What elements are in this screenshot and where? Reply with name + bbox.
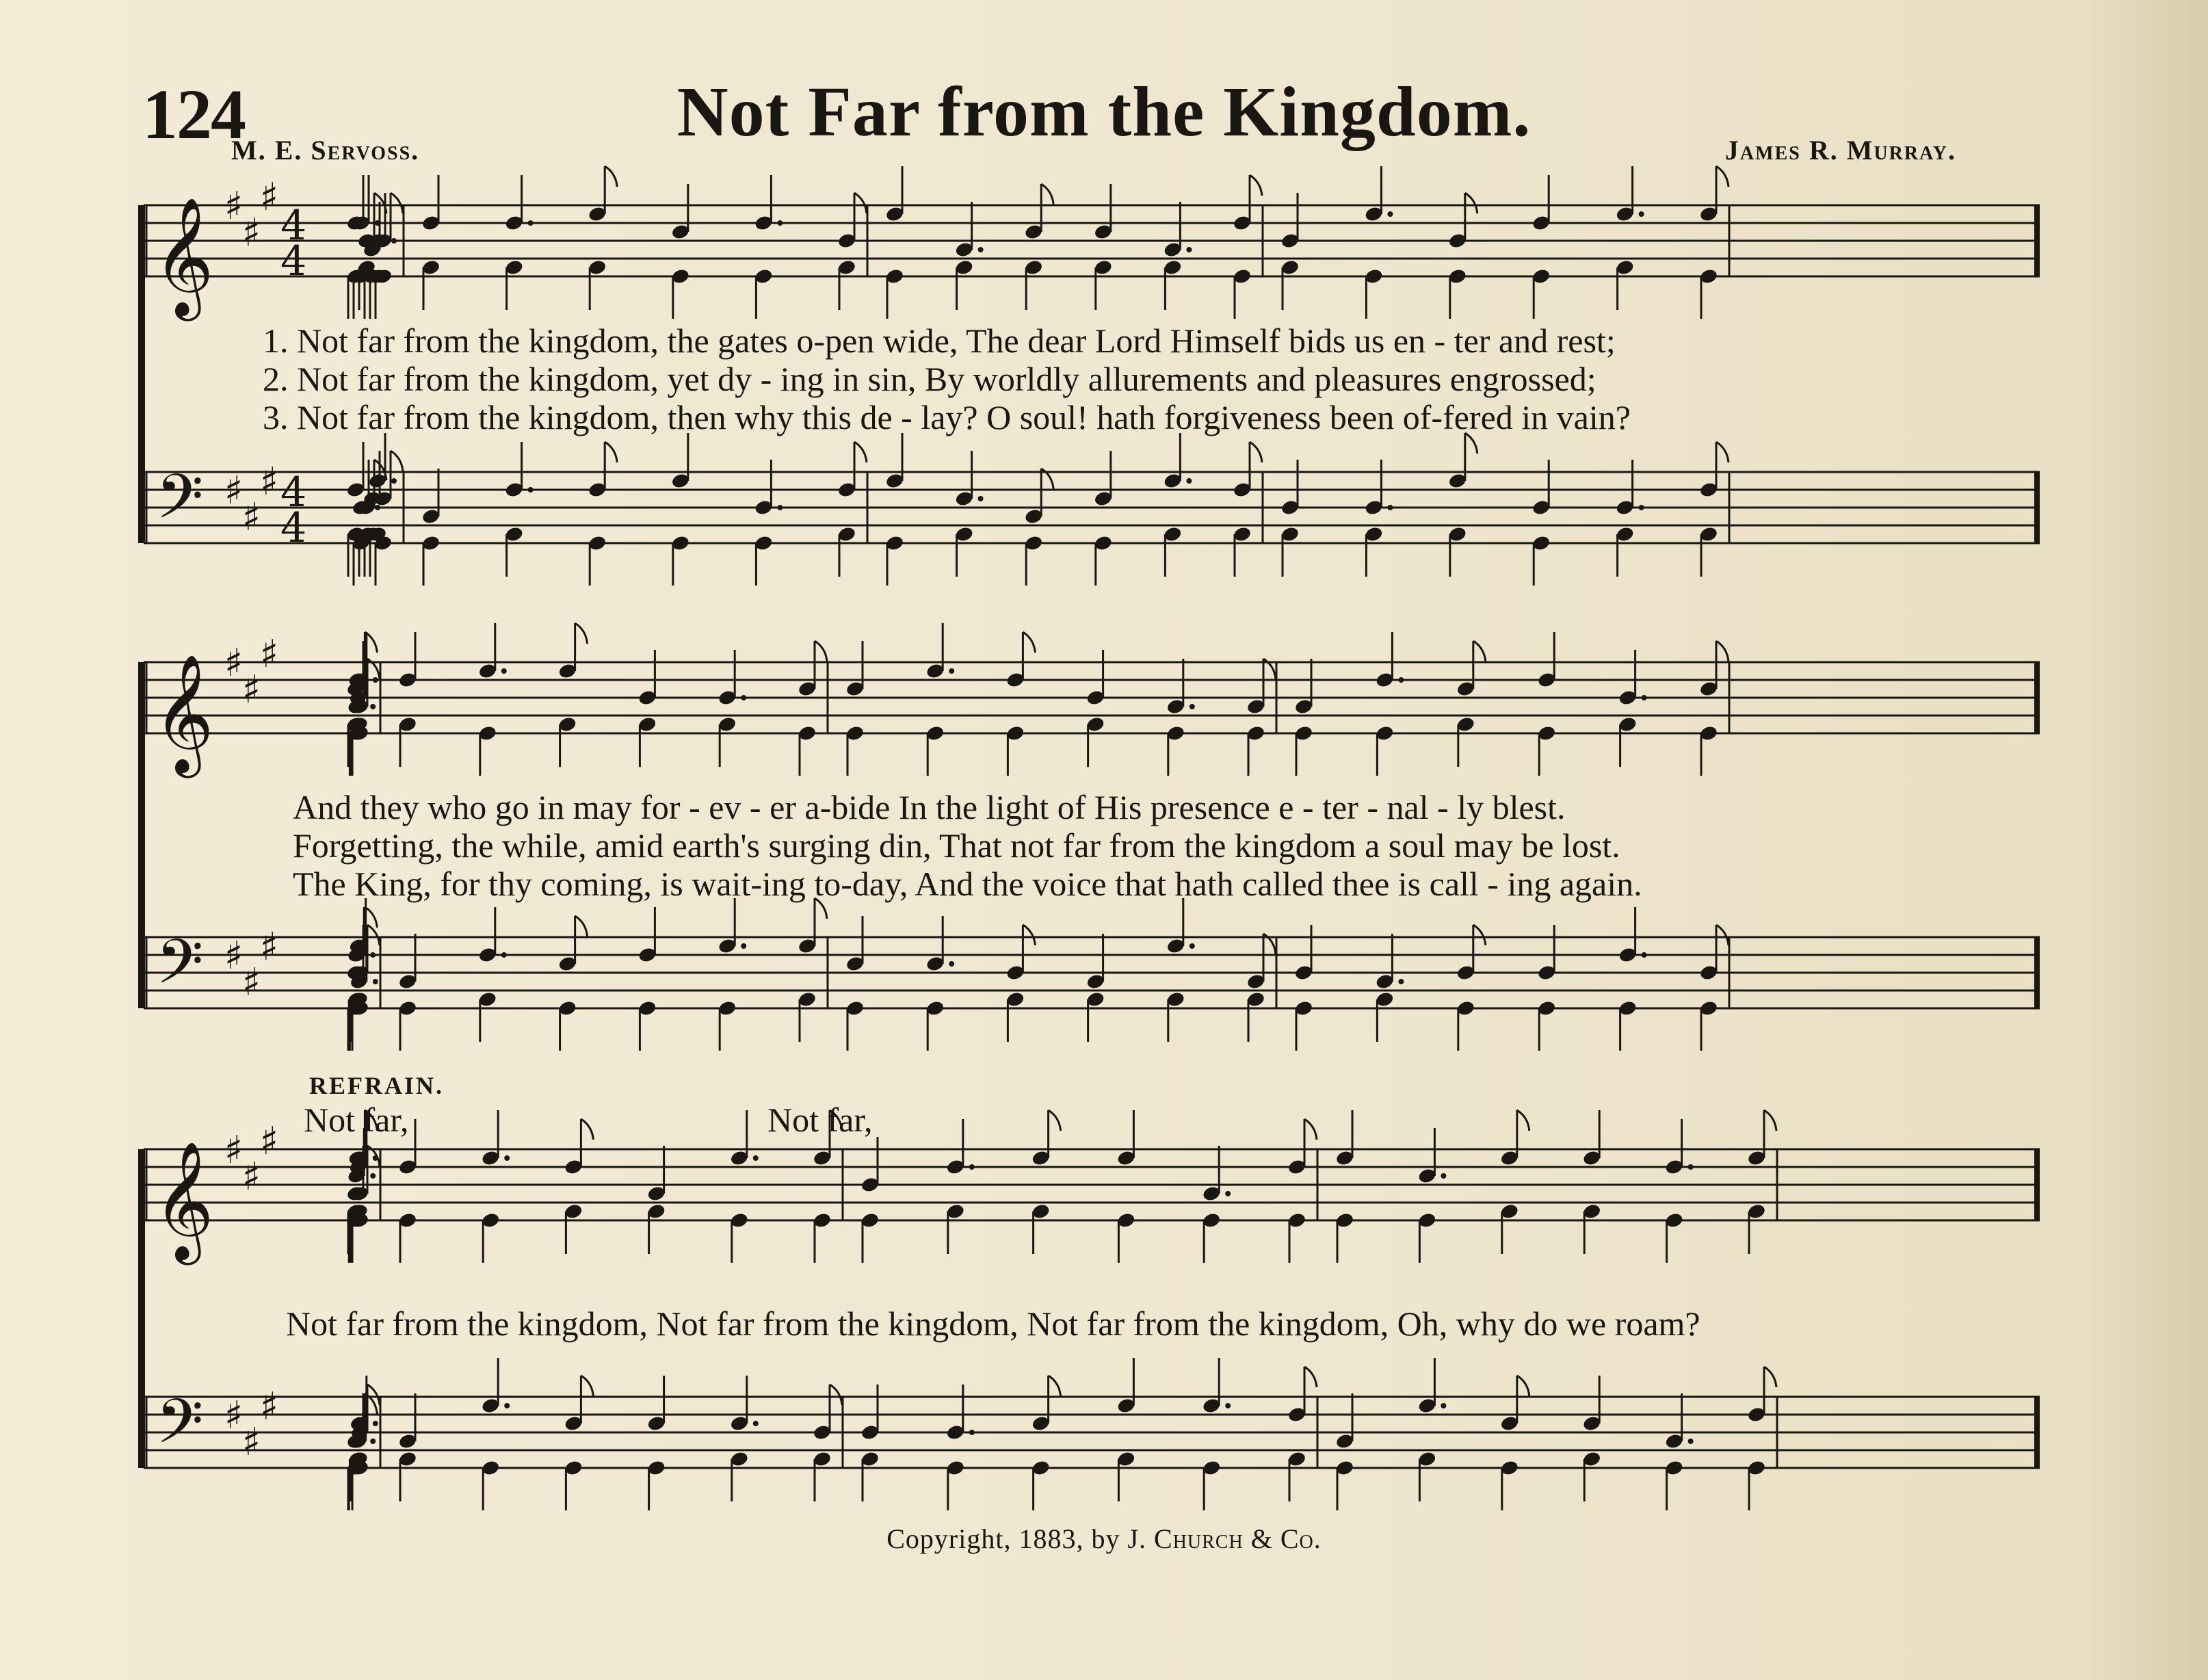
note-flag [391, 193, 403, 213]
dot [1225, 1191, 1231, 1196]
note-flag [1465, 193, 1477, 213]
dot [1225, 1403, 1231, 1408]
dot [1387, 505, 1393, 510]
end-barline [2034, 205, 2040, 276]
note-flag [605, 166, 617, 187]
sharp-icon: ♯ [260, 175, 279, 220]
system-brace [138, 205, 145, 543]
dot [1642, 695, 1647, 700]
copyright-notice [0, 1523, 2208, 1555]
time-signature: 4 [280, 202, 307, 250]
dot [504, 1403, 510, 1408]
sharp-icon: ♯ [242, 211, 261, 255]
dot [1186, 247, 1192, 252]
note-flag [1473, 641, 1486, 661]
dot [375, 505, 380, 510]
treble-clef: 𝄞 [153, 654, 214, 773]
note-flag [1716, 442, 1729, 462]
dot [969, 1164, 975, 1170]
lyric-line: The King, for thy coming, is wait-ing to-day, And the voice that hath called thee is call - ing again. [293, 865, 1642, 903]
end-barline [2034, 937, 2040, 1008]
sharp-icon: ♯ [242, 960, 261, 1005]
dot [777, 505, 783, 510]
sharp-icon: ♯ [260, 632, 279, 677]
treble-clef: 𝄞 [153, 197, 214, 316]
sharp-icon: ♯ [260, 1119, 279, 1164]
note-flag [854, 442, 867, 462]
note-flag [575, 916, 588, 936]
dot [373, 979, 378, 984]
note-flag [1023, 632, 1035, 653]
lyric-line: And they who go in may for - ev - er a-bide In the light of His presence e - ter - nal - ly blest. [293, 788, 1566, 826]
note-flag [1716, 641, 1729, 661]
note-flag [367, 925, 380, 945]
note-flag [1250, 175, 1262, 196]
sharp-icon: ♯ [224, 934, 244, 978]
treble-clef: 𝄞 [153, 1141, 214, 1260]
dot [949, 961, 954, 967]
dot [1387, 211, 1393, 217]
lyric-line: 2. Not far from the kingdom, yet dy - ing in sin, By worldly allurements and pleasures engrossed; [263, 360, 1596, 398]
bass-clef: 𝄢 [156, 1387, 204, 1472]
dot [753, 1155, 759, 1161]
bass-clef: 𝄢 [156, 462, 204, 547]
dot [1186, 478, 1192, 484]
note-flag [830, 1384, 842, 1405]
dot [370, 704, 376, 709]
time-signature: 4 [280, 237, 307, 285]
note-flag [1716, 925, 1729, 945]
note-flag [1023, 925, 1035, 945]
note-flag [1304, 1367, 1317, 1387]
dot [1639, 505, 1644, 510]
sharp-icon: ♯ [242, 668, 261, 712]
dot [370, 1439, 376, 1444]
sharp-icon: ♯ [224, 1393, 244, 1438]
dot [777, 220, 783, 226]
note-flag [1049, 1376, 1061, 1396]
note-flag [575, 623, 588, 644]
note-flag [1049, 1110, 1061, 1131]
time-signature: 4 [280, 504, 307, 552]
sharp-icon: ♯ [260, 1384, 279, 1429]
publisher-name: Church & Co. [1154, 1523, 1322, 1554]
end-barline [2034, 1397, 2040, 1468]
copyright-prefix: Copyright, 1883, by J. [886, 1523, 1155, 1554]
bass-clef: 𝄢 [156, 927, 204, 1012]
dot [969, 1430, 975, 1435]
sharp-icon: ♯ [242, 1155, 261, 1199]
end-barline [2034, 472, 2040, 543]
dot [1190, 943, 1195, 949]
note-flag [365, 907, 377, 928]
system-brace [138, 662, 145, 1008]
lyric-line: Forgetting, the while, amid earth's surging din, That not far from the kingdom a soul may be lost. [293, 826, 1620, 865]
refrain-cue: Not far, [767, 1101, 873, 1139]
note-flag [605, 442, 617, 462]
note-flag [391, 451, 403, 471]
sharp-icon: ♯ [242, 495, 261, 540]
dot [1398, 677, 1404, 683]
dot [370, 952, 376, 958]
note-flag [1473, 925, 1486, 945]
sharp-icon: ♯ [260, 460, 279, 504]
note-flag [1041, 184, 1053, 205]
dot [528, 487, 534, 493]
note-flag [854, 193, 867, 213]
note-flag [1517, 1110, 1529, 1131]
dot [1441, 1403, 1446, 1408]
dot [978, 496, 984, 501]
dot [1642, 952, 1647, 958]
dot [741, 695, 746, 700]
sharp-icon: ♯ [224, 641, 244, 685]
dot [1639, 211, 1644, 217]
composer-credit: James R. Murray. [1724, 135, 1956, 166]
note-flag [1764, 1367, 1776, 1387]
lyric-line: 3. Not far from the kingdom, then why this de - lay? O soul! hath forgiveness been of-fered in vain? [263, 398, 1631, 436]
dot [528, 220, 534, 226]
dot [978, 247, 984, 252]
end-barline [2034, 662, 2040, 733]
dot [1398, 979, 1404, 984]
system-brace [138, 1149, 145, 1468]
dot [504, 1155, 510, 1161]
dot [1688, 1439, 1694, 1444]
note-flag [1250, 442, 1262, 462]
sharp-icon: ♯ [224, 469, 244, 513]
page-number: 124 [142, 75, 245, 154]
refrain-cue: Not far, [304, 1101, 409, 1139]
dot [949, 668, 954, 674]
refrain-label: REFRAIN. [309, 1072, 445, 1099]
dot [501, 668, 507, 674]
sharp-icon: ♯ [242, 1420, 261, 1465]
sharp-icon: ♯ [224, 184, 244, 228]
note-flag [581, 1119, 593, 1140]
lyric-line: 1. Not far from the kingdom, the gates o-pen wide, The dear Lord Himself bids us en - ter and rest; [263, 321, 1616, 360]
sharp-icon: ♯ [224, 1128, 244, 1172]
sharp-icon: ♯ [260, 925, 279, 969]
dot [1190, 704, 1195, 709]
dot [370, 1173, 376, 1179]
end-barline [2034, 1149, 2040, 1220]
dot [1688, 1164, 1694, 1170]
dot [373, 1421, 378, 1426]
hymn-title: Not Far from the Kingdom. [676, 73, 1532, 151]
dot [501, 952, 507, 958]
note-flag [581, 1376, 593, 1396]
dot [391, 478, 397, 484]
dot [1441, 1173, 1446, 1179]
note-flag [1304, 1119, 1317, 1140]
note-flag [815, 641, 827, 661]
dot [391, 238, 397, 244]
dot [741, 943, 746, 949]
dot [753, 1421, 759, 1426]
note-flag [1764, 1110, 1776, 1131]
note-flag [1517, 1376, 1529, 1396]
lyricist-credit: M. E. Servoss. [231, 135, 420, 166]
dot [373, 677, 378, 683]
note-flag [1716, 166, 1729, 187]
time-signature: 4 [280, 469, 307, 516]
refrain-lyrics: Not far from the kingdom, Not far from the kingdom, Not far from the kingdom, Oh, why do we roam? [286, 1304, 1700, 1343]
